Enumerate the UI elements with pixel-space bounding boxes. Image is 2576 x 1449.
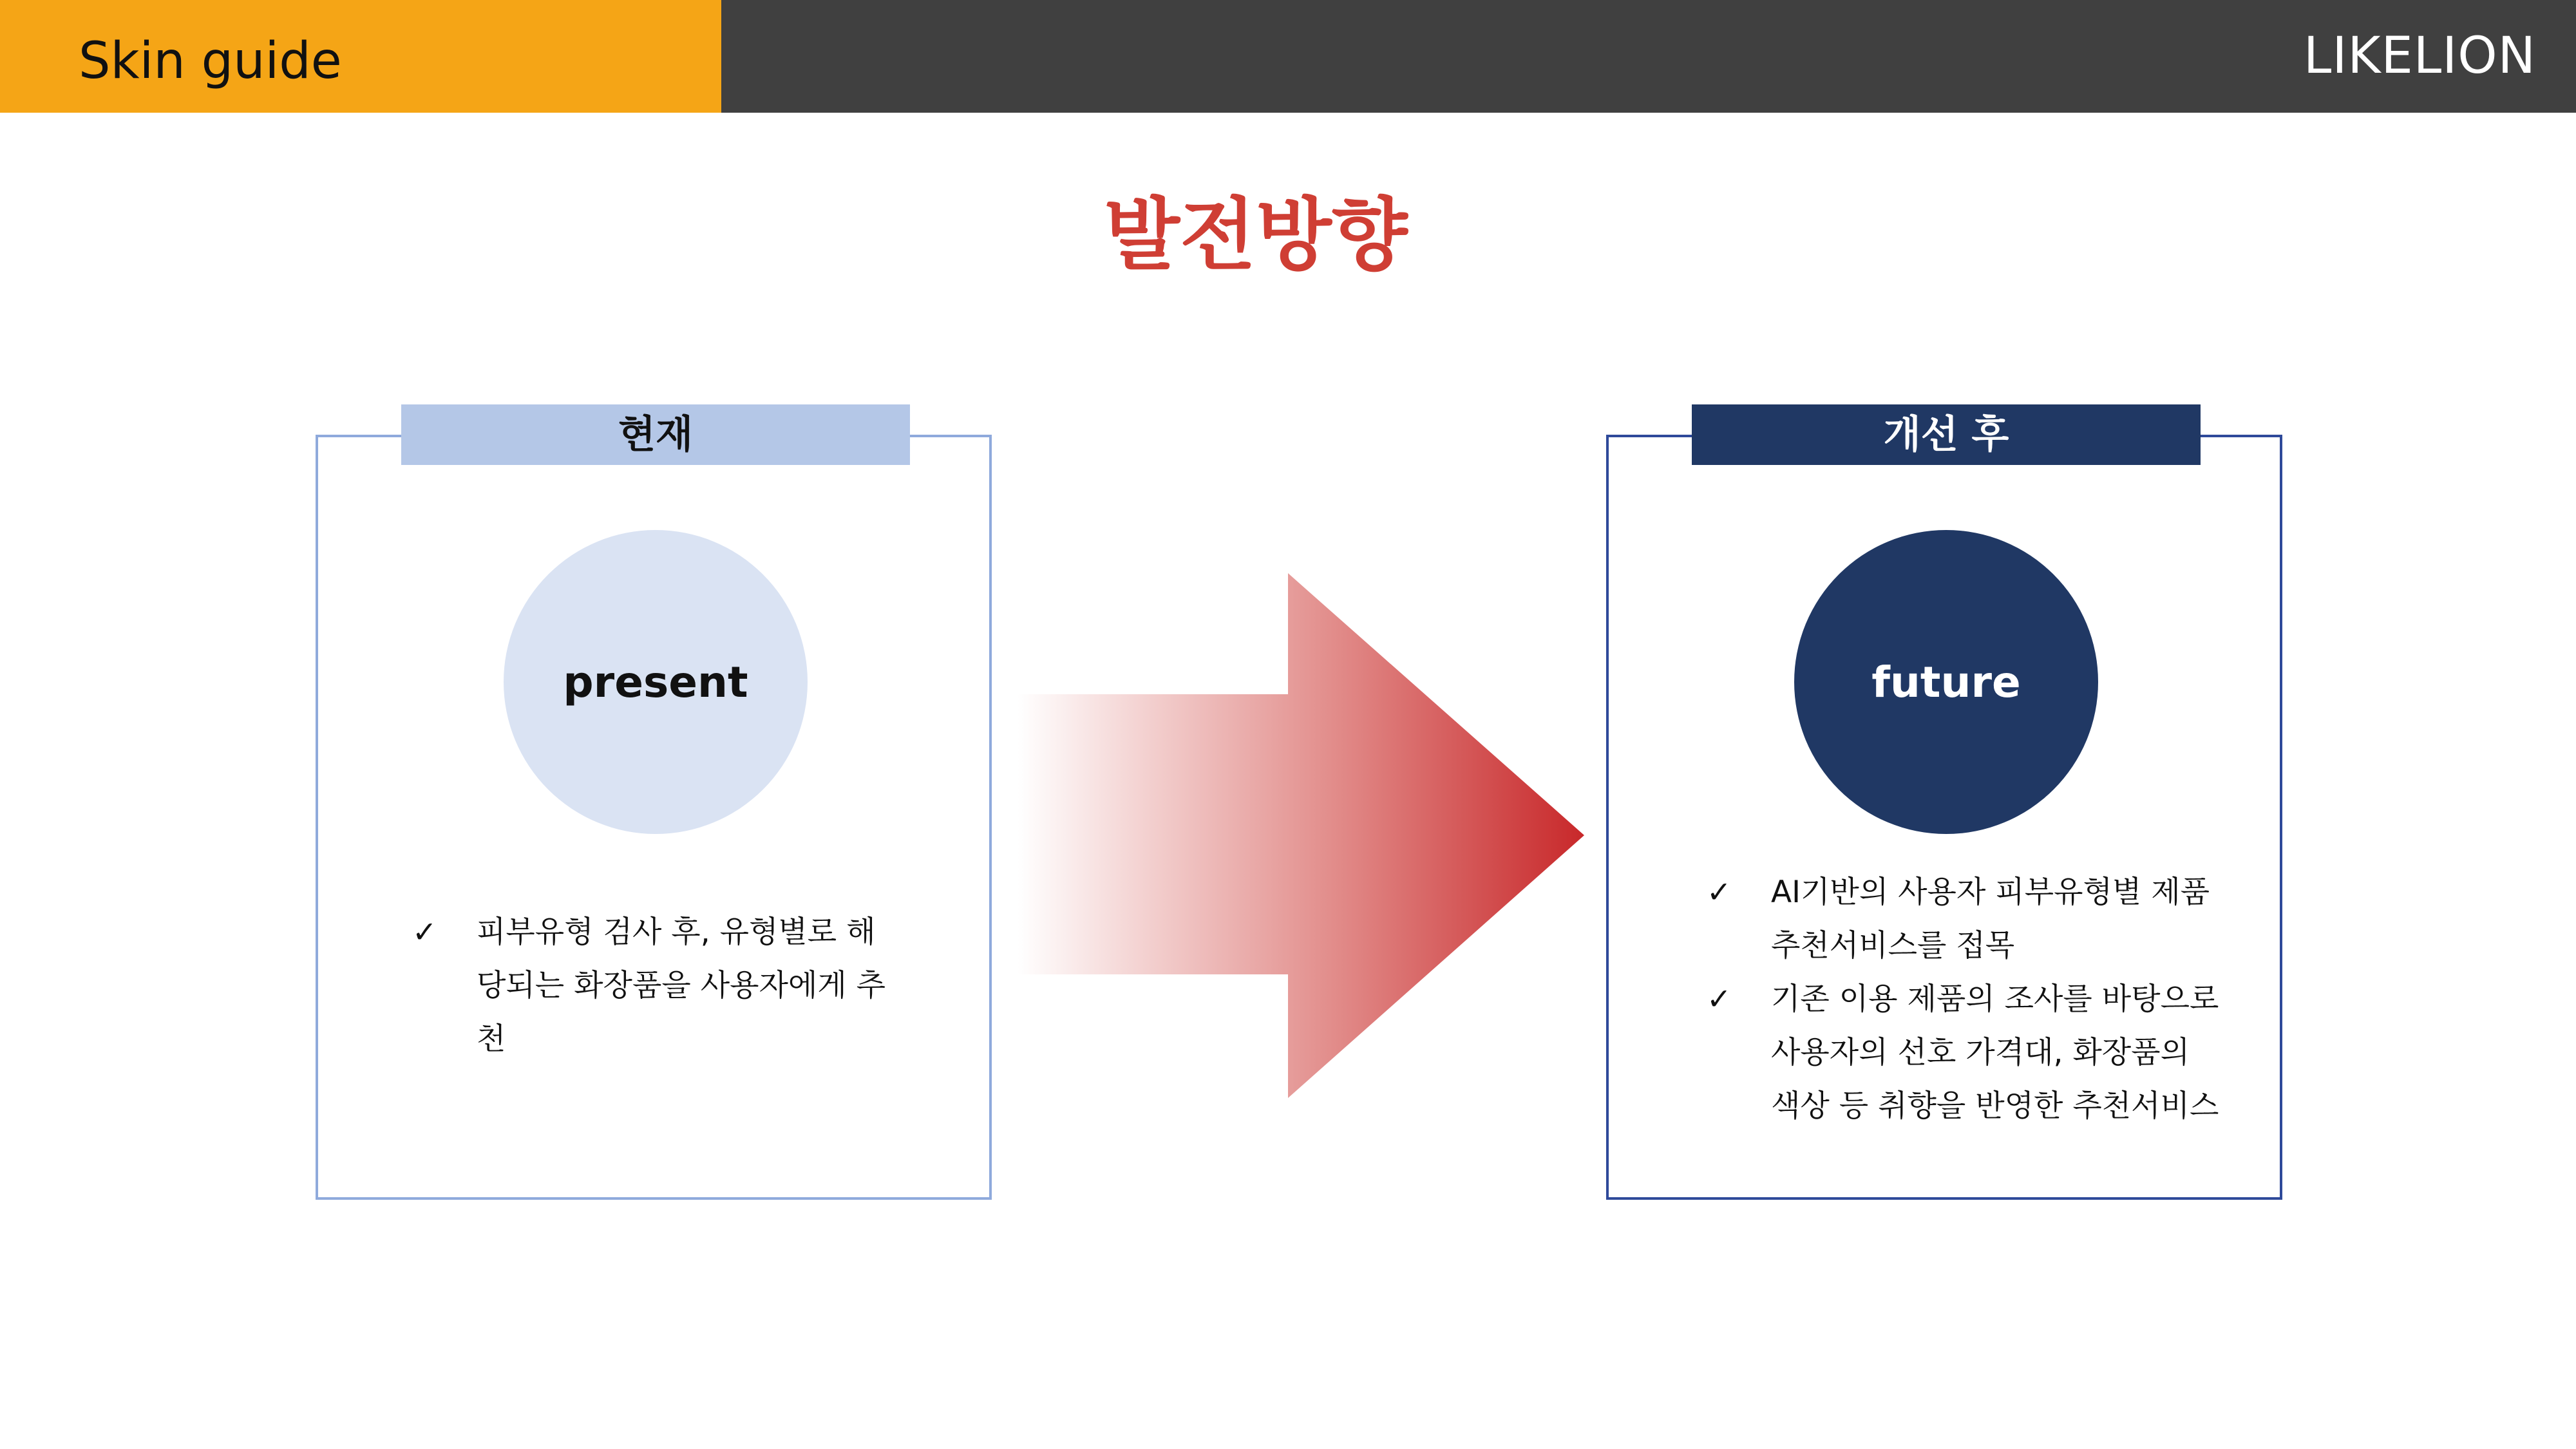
check-icon: ✓ <box>1707 981 1732 1016</box>
list-item <box>1707 972 2222 1133</box>
future-panel-header: 개선 후 <box>1692 404 2201 465</box>
app-title: Skin guide <box>79 32 342 90</box>
list-item <box>412 905 902 1066</box>
future-bullet-list <box>1707 866 2222 1133</box>
present-circle <box>504 530 808 834</box>
check-icon: ✓ <box>1707 875 1732 909</box>
present-circle-label: present <box>563 657 748 707</box>
current-bullet-list <box>412 905 902 1066</box>
future-circle-label: future <box>1871 657 2021 707</box>
future-bullet-text: 기존 이용 제품의 조사를 바탕으로 사용자의 선호 가격대, 화장품의 색상 등 취향을 반영한 추천서비스 <box>1771 981 2219 1124</box>
page-title: 발전방향 <box>1104 189 1408 281</box>
right-arrow-icon <box>1018 573 1584 1098</box>
future-bullet-text: AI기반의 사용자 피부유형별 제품 추천서비스를 접목 <box>1771 875 2210 963</box>
list-item <box>1707 866 2222 972</box>
future-circle <box>1794 530 2098 834</box>
current-bullet-text: 피부유형 검사 후, 유형별로 해당되는 화장품을 사용자에게 추천 <box>477 914 886 1057</box>
check-icon: ✓ <box>412 914 437 949</box>
brand-logo-text: LIKELION <box>2303 27 2536 85</box>
current-panel-header: 현재 <box>401 404 910 465</box>
header-dark-bar <box>721 0 2576 113</box>
